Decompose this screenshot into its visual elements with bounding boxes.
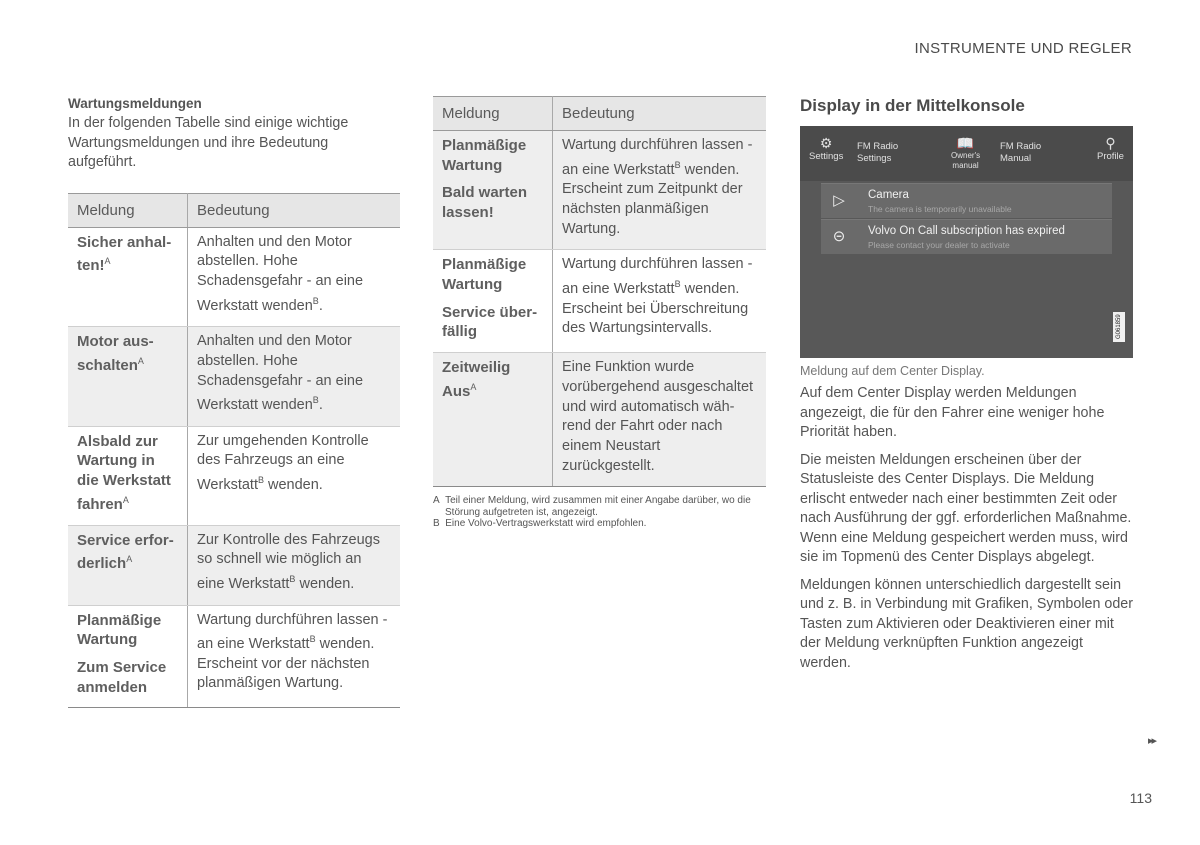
maintenance-messages-table [68, 193, 400, 709]
message-label: Planmäßige Wartung [442, 256, 527, 294]
image-code: G061859 [1113, 312, 1125, 342]
meaning-text-tail: wenden. Erscheint bei Überschreitung des Wartungsintervalls. [562, 280, 749, 337]
table-row [433, 131, 766, 250]
footnote-marker: B [433, 518, 440, 530]
message-cell [68, 605, 188, 708]
meaning-text-tail: . [318, 297, 323, 314]
footnote-marker: A [433, 495, 440, 507]
table-row [68, 426, 400, 525]
message-label: Alsbald zur Wartung in die Werkstatt fahren [77, 432, 171, 513]
footnote-marker: B [312, 395, 319, 406]
meaning-cell [188, 327, 401, 427]
table-row [68, 605, 400, 708]
meaning-text: Wartung durchführen lassen - an eine Werkstatt [562, 256, 753, 297]
center-display-image [800, 126, 1133, 358]
message-cell [433, 250, 553, 353]
settings-tile [809, 135, 843, 163]
footnote-marker: B [674, 159, 681, 170]
column-header-message: Meldung [433, 97, 553, 131]
meaning-text: Zur Kontrolle des Fahrzeugs so schnell wie möglich an eine Werkstatt [197, 531, 380, 592]
body-paragraph: Die meisten Meldungen erscheinen über der Statusleiste des Center Displays. Die Meldung erlischt entweder nach einer bestimmten Zeit oder nach Ausführung der ggf. erforderlichen Maßnahme. Wenn eine Meldung gespeichert werden muss, wird sie im Topmenü des Center Displays abgelegt. [800, 451, 1132, 565]
message-label-secondary: Bald warten lassen! [442, 184, 528, 222]
right-column [800, 96, 1134, 681]
meaning-text-tail: wenden. [263, 477, 323, 494]
meaning-text-tail: wenden. Erscheint zum Zeitpunkt der nächsten planmäßigen Wartung. [562, 161, 743, 237]
footnote-marker: A [122, 494, 129, 505]
tile-label: Settings [857, 153, 892, 164]
message-cell [68, 525, 188, 605]
intro-text: In der folgenden Tabelle sind einige wichtige Wartungsmeldungen und ihre Bedeutung aufgeführt. [68, 115, 349, 170]
tile-label: Owner's [951, 151, 981, 160]
footnote-text: Teil einer Meldung, wird zusammen mit einer Angabe darüber, wo die Störung aufgetreten ist, angezeigt. [445, 495, 751, 518]
message-cell [433, 131, 553, 250]
notification-camera [821, 183, 1112, 218]
meaning-cell [553, 131, 767, 250]
notification-title: Volvo On Call subscription has expired [868, 225, 1065, 237]
table-row [433, 250, 766, 353]
footnote-marker: A [137, 355, 144, 366]
meaning-text: Eine Funktion wurde vorübergehend ausgeschaltet und wird automatisch während der Fahrt oder nach einem Neustart zurückgestellt. [562, 359, 754, 474]
maintenance-messages-table-continued [433, 96, 766, 487]
voc-icon: ⊝ [832, 228, 846, 245]
table-row [68, 525, 400, 605]
owners-manual-tile [951, 135, 980, 171]
message-cell [68, 227, 188, 327]
message-label-secondary: Zum Service anmelden [77, 658, 167, 696]
page-header-title: INSTRUMENTE UND REGLER [914, 40, 1132, 57]
fm-radio-settings-tile [857, 141, 898, 165]
meaning-cell [188, 227, 401, 327]
tile-label: FM Radio [857, 141, 899, 152]
meaning-text-tail: . [318, 397, 323, 414]
tile-label: Manual [1000, 153, 1032, 164]
message-label-secondary: Service überfällig [442, 303, 538, 341]
meaning-cell [553, 250, 767, 353]
footnote-marker: B [257, 475, 264, 486]
footnote-b [433, 518, 766, 530]
section-heading: Display in der Mittelkonsole [800, 96, 1025, 115]
page-number: 113 [1129, 790, 1152, 806]
meaning-cell [188, 426, 401, 525]
message-label: Sicher anhalten! [77, 233, 172, 275]
footnote-marker: B [289, 574, 296, 584]
meaning-cell [553, 353, 767, 487]
footnote-text: Eine Volvo-Vertragswerkstatt wird empfohlen. [445, 518, 647, 530]
table-row [68, 227, 400, 327]
book-icon: 📖 [956, 135, 975, 151]
meaning-text-tail: wenden. [295, 575, 355, 592]
footnote-marker: B [312, 295, 319, 306]
footnote-marker: A [126, 554, 133, 565]
table-row [433, 353, 766, 487]
notification-title: Camera [868, 189, 909, 201]
display-top-bar [800, 126, 1133, 181]
meaning-text-tail: wenden. Erscheint vor der nächsten planmäßigen Wartung. [197, 636, 375, 692]
settings-icon: ⚙ [819, 135, 833, 151]
footnote-marker: A [470, 381, 477, 392]
notification-subtitle: The camera is temporarily unavailable [868, 204, 1012, 214]
meaning-text: Wartung durchführen lassen - an eine Werkstatt [197, 611, 388, 653]
table-footnotes [433, 495, 766, 530]
table-row [68, 327, 400, 427]
tile-label: Profile [1097, 151, 1124, 162]
continue-arrows-icon: ▸▸ [1148, 735, 1156, 747]
profile-icon: ⚲ [1105, 135, 1116, 151]
profile-tile [1097, 135, 1124, 163]
tile-label: Settings [809, 151, 844, 162]
message-cell [433, 353, 553, 487]
section-heading: Wartungsmeldungen [68, 96, 202, 111]
image-caption: Meldung auf dem Center Display. [800, 364, 985, 378]
meaning-cell [188, 605, 401, 708]
meaning-text: Anhalten und den Motor abstellen. Hohe Schadensgefahr - an eine Werkstatt wenden [197, 333, 364, 414]
footnote-a [433, 495, 766, 518]
message-label: Motor ausschalten [77, 333, 154, 374]
notification-voc [821, 219, 1112, 254]
middle-column [433, 96, 766, 530]
message-label: Zeitweilig Aus [442, 359, 511, 400]
footnote-marker: B [674, 279, 681, 290]
meaning-cell [188, 525, 401, 605]
message-label: Planmäßige Wartung [442, 137, 527, 174]
column-header-meaning: Bedeutung [553, 97, 767, 131]
body-paragraph: Meldungen können unterschiedlich dargestellt sein und z. B. in Verbindung mit Grafiken, Symbolen oder Tasten zum Aktivieren oder Deaktivieren einer mit der Meldung verknüpften Funktion angezeigt werden. [800, 576, 1133, 671]
column-header-message: Meldung [68, 193, 188, 227]
notification-subtitle: Please contact your dealer to activate [868, 240, 1010, 250]
camera-icon: ▷ [833, 192, 845, 209]
left-column [68, 96, 400, 708]
tile-label: manual [952, 161, 979, 170]
footnote-marker: B [309, 634, 316, 645]
tile-label: FM Radio [1000, 141, 1042, 152]
message-label: Planmäßige Wartung [77, 611, 162, 649]
fm-radio-manual-tile [1000, 141, 1041, 165]
meaning-text: Zur umgehenden Kontrolle des Fahrzeugs an eine Werkstatt [197, 432, 369, 494]
footnote-marker: A [104, 256, 111, 267]
message-label: Service erforderlich [77, 531, 174, 573]
meaning-text: Wartung durchführen lassen - an eine Werkstatt [562, 137, 753, 178]
message-cell [68, 426, 188, 525]
meaning-text: Anhalten und den Motor abstellen. Hohe Schadensgefahr - an eine Werkstatt wenden [197, 233, 364, 314]
message-cell [68, 327, 188, 427]
column-header-meaning: Bedeutung [188, 193, 401, 227]
body-paragraph: Auf dem Center Display werden Meldungen angezeigt, die für den Fahrer eine weniger hohe Priorität haben. [800, 385, 1105, 440]
